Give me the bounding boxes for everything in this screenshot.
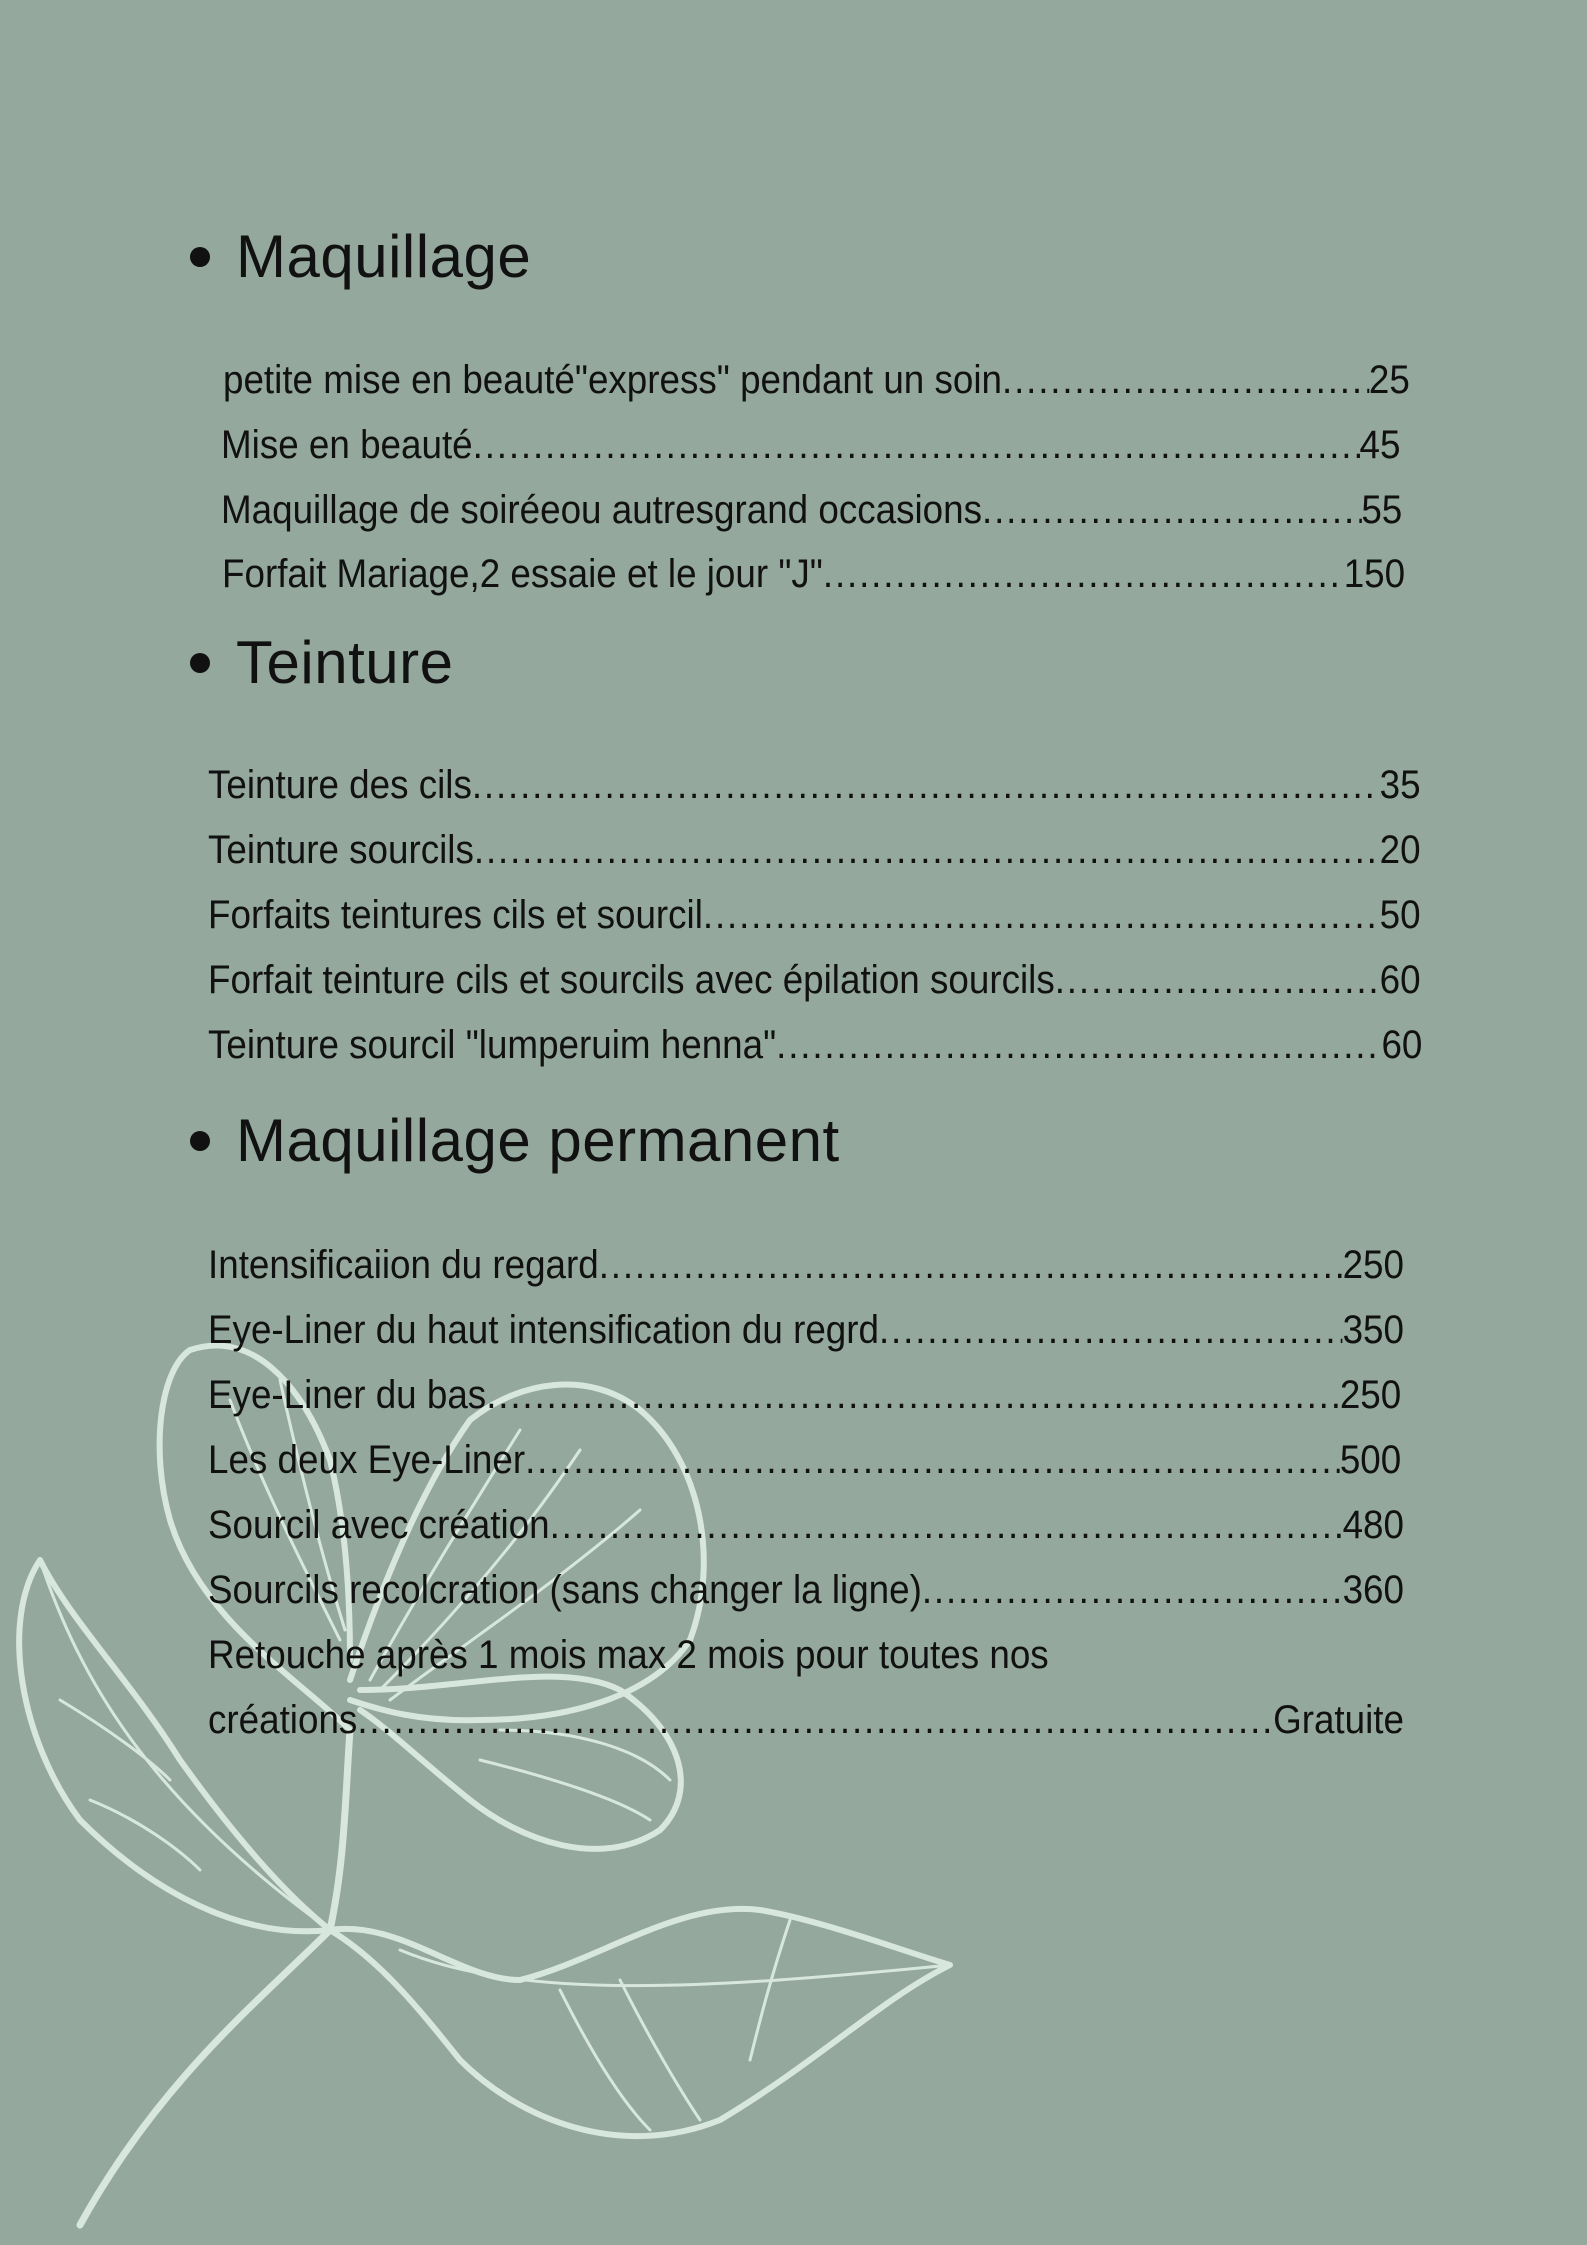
section-heading-maquillage: Maquillage [190, 222, 531, 291]
price-item: Teinture sourcils ..... 20 [208, 830, 1421, 870]
dot-leader [879, 1310, 1343, 1350]
bullet-icon [190, 1131, 210, 1151]
price-item: Maquillage de soiréeou autresgrand occasions ..... 55 [221, 490, 1402, 530]
price-item: Forfaits teintures cils et sourcil ..... 50 [208, 895, 1421, 935]
dot-leader [1055, 960, 1380, 1000]
bullet-icon [190, 653, 210, 673]
dot-leader [550, 1505, 1343, 1545]
price-item: Mise en beauté ..... 45 [221, 425, 1400, 465]
price-item: Eye-Liner du haut intensification du regrd ..... 350 [208, 1310, 1404, 1350]
price-item: Intensificaiion du regard ..... 250 [208, 1245, 1404, 1285]
price-item: Les deux Eye-Liner ..... 500 [208, 1440, 1401, 1480]
price-item: Teinture sourcil "lumperuim henna" ..... 60 [208, 1025, 1422, 1065]
dot-leader [703, 895, 1380, 935]
price-item: Forfait Mariage,2 essaie et le jour "J" ..... 150 [222, 554, 1405, 594]
dot-leader [472, 765, 1380, 805]
dot-leader [599, 1245, 1343, 1285]
section-heading-maquillage-permanent: Maquillage permanent [190, 1106, 840, 1175]
price-item: Teinture des cils ..... 35 [208, 765, 1421, 805]
dot-leader [357, 1700, 1273, 1740]
dot-leader [922, 1570, 1343, 1610]
dot-leader [474, 830, 1380, 870]
dot-leader [823, 554, 1344, 594]
dot-leader [776, 1025, 1381, 1065]
price-item: Sourcil avec création ..... 480 [208, 1505, 1404, 1545]
dot-leader [473, 425, 1360, 465]
price-item: Sourcils recolcration (sans changer la ligne) ..... 360 [208, 1570, 1404, 1610]
dot-leader [1002, 360, 1369, 400]
price-item-note-line: Retouche après 1 mois max 2 mois pour toutes nos [208, 1633, 1049, 1677]
bullet-icon [190, 247, 210, 267]
dot-leader [486, 1375, 1340, 1415]
dot-leader [525, 1440, 1340, 1480]
price-item: créations ..... Gratuite [208, 1700, 1404, 1740]
price-item: Forfait teinture cils et sourcils avec épilation sourcils ..... 60 [208, 960, 1421, 1000]
price-item: Eye-Liner du bas ..... 250 [208, 1375, 1401, 1415]
dot-leader [982, 490, 1361, 530]
price-item: petite mise en beauté"express" pendant un soin ..... 25 [223, 360, 1410, 400]
section-heading-teinture: Teinture [190, 628, 453, 697]
